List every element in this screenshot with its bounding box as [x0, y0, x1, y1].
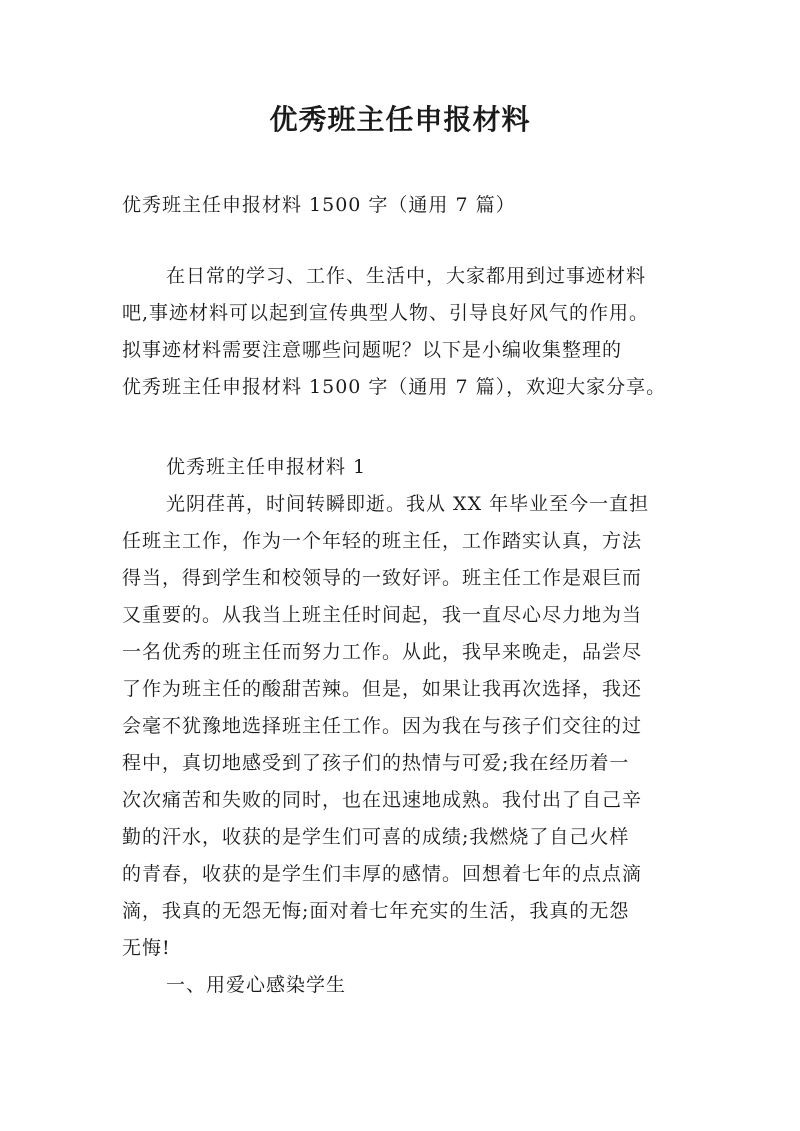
body-line: 勤的汗水，收获的是学生们可喜的成绩;我燃烧了自己火样: [122, 826, 630, 848]
section-1: [122, 449, 692, 1004]
body-line: 了作为班主任的酸甜苦辣。但是，如果让我再次选择，我还: [122, 678, 643, 700]
intro-line: 拟事迹材料需要注意哪些问题呢？以下是小编收集整理的: [122, 339, 623, 361]
body-line: 无悔!: [122, 937, 171, 959]
section-heading: 优秀班主任申报材料 1: [166, 456, 367, 478]
intro-line: 吧,事迹材料可以起到宣传典型人物、引导良好风气的作用。: [122, 302, 650, 324]
body-line: 会毫不犹豫地选择班主任工作。因为我在与孩子们交往的过: [122, 715, 643, 737]
document-subtitle: 优秀班主任申报材料 1500 字（通用 7 篇）: [122, 194, 516, 216]
intro-line: 在日常的学习、工作、生活中，大家都用到过事迹材料: [166, 265, 647, 287]
body-line: 程中，真切地感受到了孩子们的热情与可爱;我在经历着一: [122, 752, 630, 774]
page-title: 优秀班主任申报材料: [269, 103, 531, 136]
body-line: 又重要的。从我当上班主任时间起，我一直尽心尽力地为当: [122, 604, 643, 626]
body-line: 得当，得到学生和校领导的一致好评。班主任工作是艰巨而: [122, 567, 643, 589]
body-line: 光阴荏苒，时间转瞬即逝。我从 XX 年毕业至今一直担: [166, 493, 650, 515]
body-line: 任班主工作，作为一个年轻的班主任，工作踏实认真，方法: [122, 530, 643, 552]
subheading: 一、用爱心感染学生: [166, 974, 347, 996]
body-line: 的青春，收获的是学生们丰厚的感情。回想着七年的点点滴: [122, 863, 643, 885]
body-line: 次次痛苦和失败的同时，也在迅速地成熟。我付出了自己辛: [122, 789, 643, 811]
body-line: 一名优秀的班主任而努力工作。从此，我早来晚走，品尝尽: [122, 641, 643, 663]
body-line: 滴，我真的无怨无悔;面对着七年充实的生活，我真的无怨: [122, 900, 630, 922]
intro-line: 优秀班主任申报材料 1500 字（通用 7 篇），欢迎大家分享。: [122, 376, 667, 398]
intro-paragraph: [122, 258, 692, 406]
